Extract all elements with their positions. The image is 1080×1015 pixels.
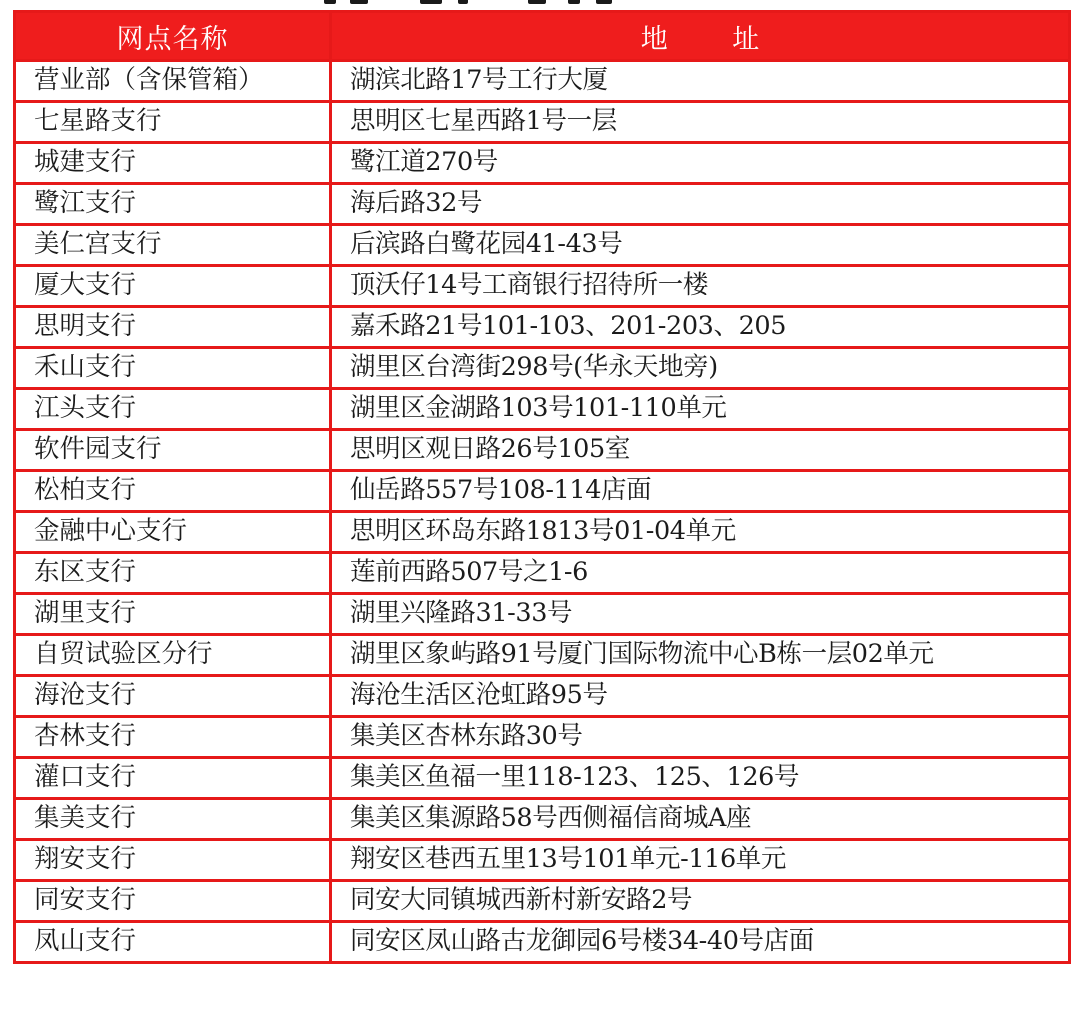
branch-name-cell: 凤山支行 xyxy=(15,922,331,963)
address-cell: 后滨路白鹭花园41-43号 xyxy=(331,225,1070,266)
table-row xyxy=(15,840,1070,881)
branch-name-cell: 厦大支行 xyxy=(15,266,331,307)
address-cell: 同安区凤山路古龙御园6号楼34-40号店面 xyxy=(331,922,1070,963)
branch-name-cell: 美仁宫支行 xyxy=(15,225,331,266)
address-cell: 仙岳路557号108-114店面 xyxy=(331,471,1070,512)
address-cell: 思明区七星西路1号一层 xyxy=(331,102,1070,143)
table-row xyxy=(15,594,1070,635)
table-row xyxy=(15,143,1070,184)
branch-name-cell: 营业部（含保管箱） xyxy=(15,61,331,102)
branch-name-cell: 禾山支行 xyxy=(15,348,331,389)
branch-name-cell: 集美支行 xyxy=(15,799,331,840)
table-row xyxy=(15,635,1070,676)
branch-name-cell: 杏林支行 xyxy=(15,717,331,758)
table-row xyxy=(15,348,1070,389)
table-row xyxy=(15,307,1070,348)
branch-name-cell: 同安支行 xyxy=(15,881,331,922)
address-cell: 集美区集源路58号西侧福信商城A座 xyxy=(331,799,1070,840)
header-branch-name: 网点名称 xyxy=(15,12,331,61)
header-row xyxy=(15,12,1070,61)
branch-name-cell: 软件园支行 xyxy=(15,430,331,471)
branch-name-cell: 湖里支行 xyxy=(15,594,331,635)
branch-name-cell: 自贸试验区分行 xyxy=(15,635,331,676)
table-row xyxy=(15,225,1070,266)
table-row xyxy=(15,553,1070,594)
branch-name-cell: 翔安支行 xyxy=(15,840,331,881)
address-cell: 海沧生活区沧虹路95号 xyxy=(331,676,1070,717)
header-address: 地 址 xyxy=(331,12,1070,61)
address-cell: 嘉禾路21号101-103、201-203、205 xyxy=(331,307,1070,348)
branch-name-cell: 金融中心支行 xyxy=(15,512,331,553)
address-cell: 湖滨北路17号工行大厦 xyxy=(331,61,1070,102)
table-row xyxy=(15,430,1070,471)
cropped-title-fragment xyxy=(0,0,1080,8)
branch-address-table xyxy=(13,10,1071,964)
table-row xyxy=(15,799,1070,840)
branch-name-cell: 鹭江支行 xyxy=(15,184,331,225)
branch-name-cell: 灌口支行 xyxy=(15,758,331,799)
table-row xyxy=(15,922,1070,963)
table-row xyxy=(15,471,1070,512)
address-cell: 集美区杏林东路30号 xyxy=(331,717,1070,758)
address-cell: 莲前西路507号之1-6 xyxy=(331,553,1070,594)
table-row xyxy=(15,102,1070,143)
table-row xyxy=(15,184,1070,225)
address-cell: 顶沃仔14号工商银行招待所一楼 xyxy=(331,266,1070,307)
table-body xyxy=(15,61,1070,963)
table-row xyxy=(15,61,1070,102)
table-row xyxy=(15,758,1070,799)
branch-name-cell: 城建支行 xyxy=(15,143,331,184)
branch-name-cell: 七星路支行 xyxy=(15,102,331,143)
branch-name-cell: 江头支行 xyxy=(15,389,331,430)
table-row xyxy=(15,389,1070,430)
address-cell: 思明区环岛东路1813号01-04单元 xyxy=(331,512,1070,553)
branch-name-cell: 松柏支行 xyxy=(15,471,331,512)
address-cell: 湖里区台湾街298号(华永天地旁) xyxy=(331,348,1070,389)
branch-name-cell: 思明支行 xyxy=(15,307,331,348)
branch-name-cell: 海沧支行 xyxy=(15,676,331,717)
address-cell: 海后路32号 xyxy=(331,184,1070,225)
address-cell: 湖里区金湖路103号101-110单元 xyxy=(331,389,1070,430)
address-cell: 集美区鱼福一里118-123、125、126号 xyxy=(331,758,1070,799)
table-header xyxy=(15,12,1070,61)
table-row xyxy=(15,881,1070,922)
address-cell: 鹭江道270号 xyxy=(331,143,1070,184)
address-cell: 湖里兴隆路31-33号 xyxy=(331,594,1070,635)
branch-name-cell: 东区支行 xyxy=(15,553,331,594)
address-cell: 翔安区巷西五里13号101单元-116单元 xyxy=(331,840,1070,881)
table-row xyxy=(15,266,1070,307)
address-cell: 同安大同镇城西新村新安路2号 xyxy=(331,881,1070,922)
table-row xyxy=(15,512,1070,553)
table-row xyxy=(15,676,1070,717)
table-row xyxy=(15,717,1070,758)
address-cell: 湖里区象屿路91号厦门国际物流中心B栋一层02单元 xyxy=(331,635,1070,676)
address-cell: 思明区观日路26号105室 xyxy=(331,430,1070,471)
